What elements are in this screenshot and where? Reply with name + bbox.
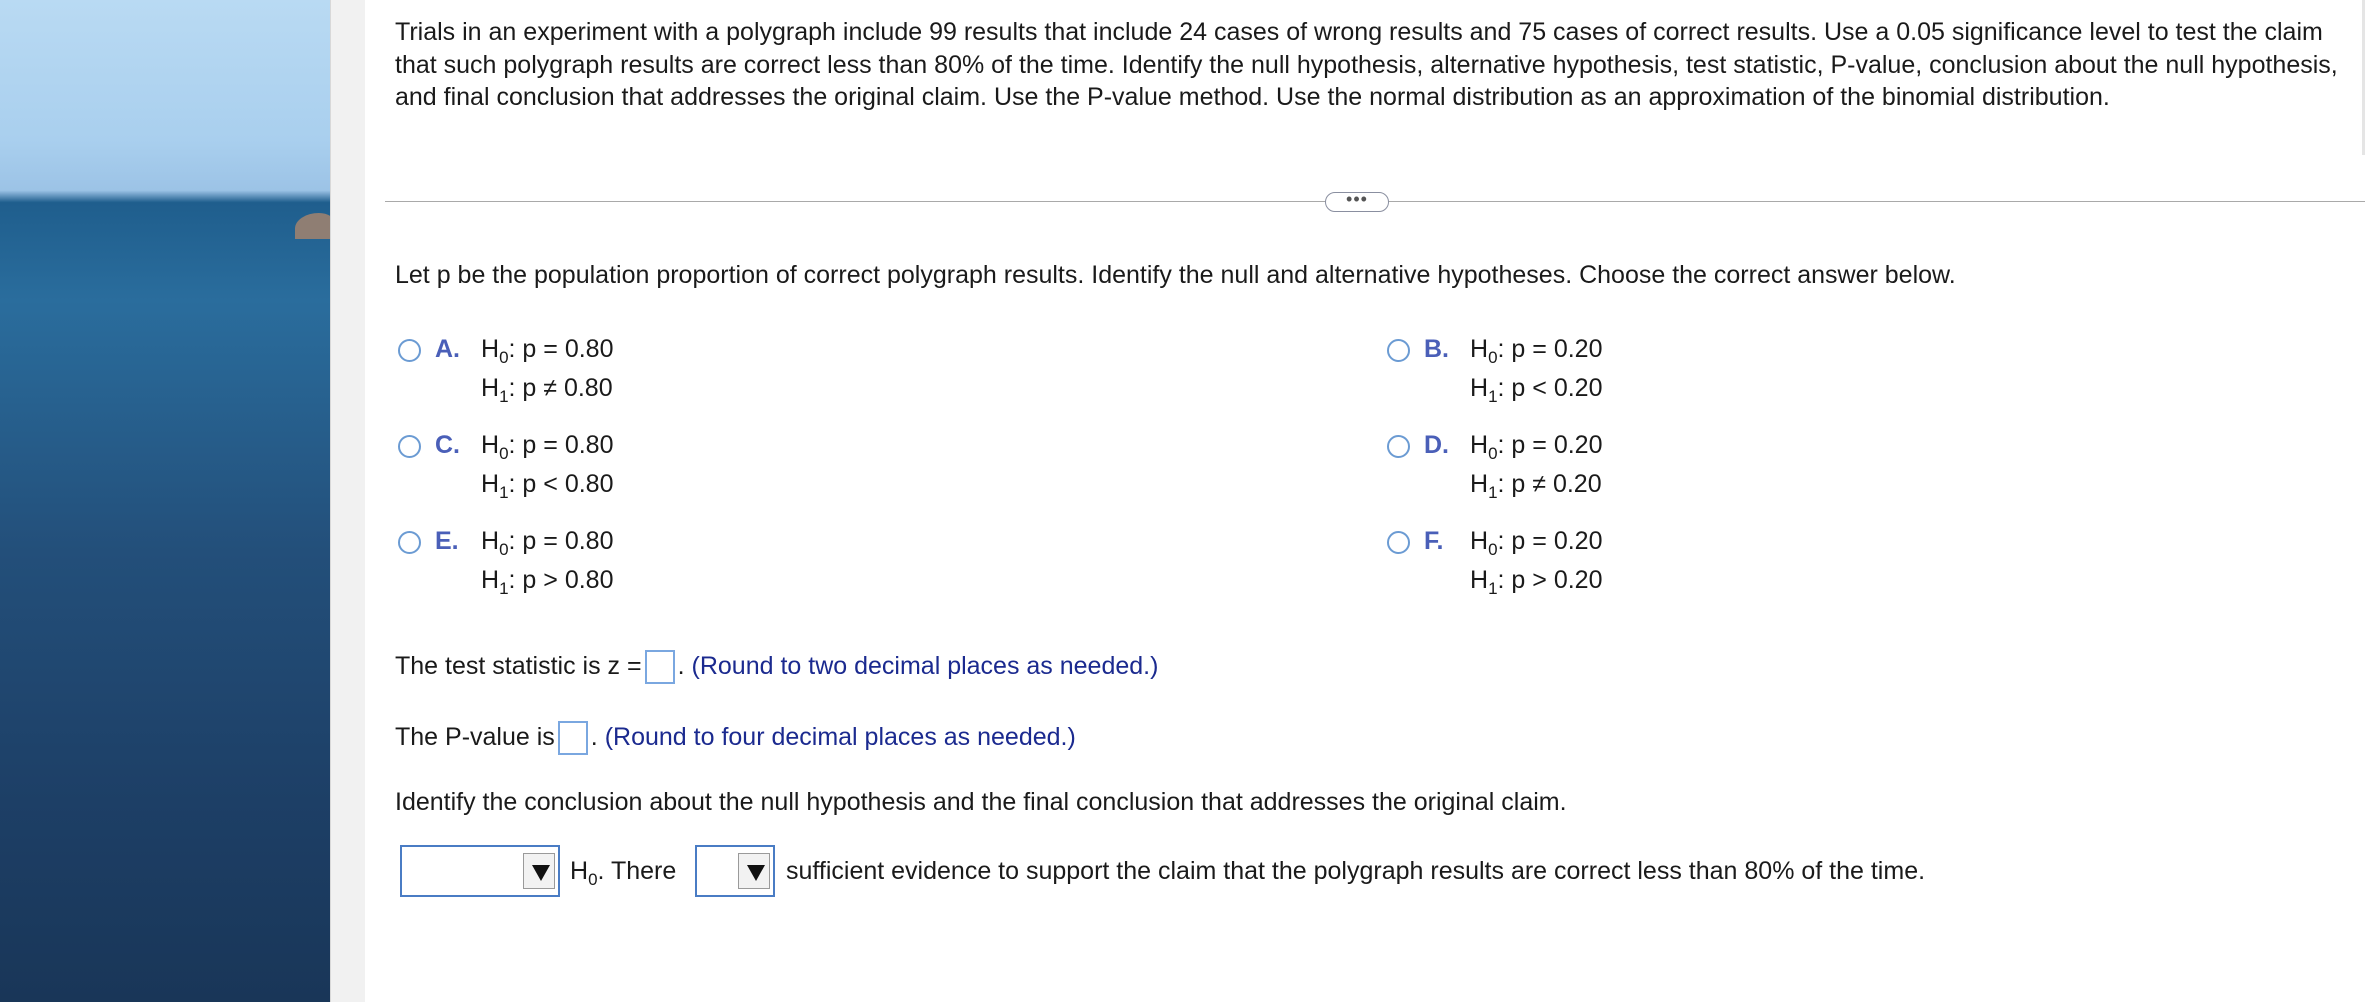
choice-a-letter: A.	[435, 335, 460, 363]
test-statistic-row	[395, 650, 1158, 684]
null-hypothesis-decision-dropdown[interactable]	[400, 845, 560, 897]
p-value-label: The P-value is	[395, 723, 555, 751]
desktop-background	[0, 0, 330, 1002]
show-more-button[interactable]: •••	[1325, 192, 1389, 212]
radio-d[interactable]	[1387, 435, 1410, 458]
test-statistic-hint: (Round to two decimal places as needed.)	[691, 652, 1159, 680]
choice-c-letter: C.	[435, 431, 460, 459]
test-statistic-label: The test statistic is z =	[395, 652, 642, 680]
choice-e-hypotheses: $H_0$: p = 0.80 $H_1$: p > 0.80	[481, 527, 614, 598]
chevron-down-icon[interactable]	[738, 853, 770, 889]
choice-f-hypotheses: $H_0$: p = 0.20 $H_1$: p > 0.20	[1470, 527, 1603, 598]
question-panel	[365, 0, 2365, 1002]
choice-b-letter: B.	[1424, 335, 1449, 363]
choice-e-letter: E.	[435, 527, 459, 555]
p-value-input[interactable]	[558, 721, 588, 755]
choice-d-letter: D.	[1424, 431, 1449, 459]
radio-c[interactable]	[398, 435, 421, 458]
choice-b-hypotheses: $H_0$: p = 0.20 $H_1$: p < 0.20	[1470, 335, 1603, 406]
radio-f[interactable]	[1387, 531, 1410, 554]
p-value-period: .	[590, 723, 598, 751]
test-statistic-input[interactable]	[645, 650, 675, 684]
conclusion-h0-text: $H_0$. There	[570, 857, 677, 889]
chevron-down-icon[interactable]	[523, 853, 555, 889]
p-value-row	[395, 721, 1076, 755]
background-rock	[295, 213, 335, 239]
p-value-hint: (Round to four decimal places as needed.)	[604, 723, 1076, 751]
conclusion-tail-text: sufficient evidence to support the claim that the polygraph results are correct less than 80% of the time.	[786, 857, 1926, 885]
question-text: Trials in an experiment with a polygraph include 99 results that include 24 cases of wrong results and 75 cases of correct results. Use a 0.05 significance level to test the claim that such polygraph results are correct less than 80% of the time. Identify the null hypothesis, alternative hypothesis, test statistic, P-value, conclusion about the null hypothesis, and final conclusion that addresses the original claim. Use the P-value method. Use the normal distribution as an approximation of the binomial distribution.	[395, 18, 2338, 111]
choice-d-hypotheses: $H_0$: p = 0.20 $H_1$: p ≠ 0.20	[1470, 431, 1603, 502]
choice-c-hypotheses: $H_0$: p = 0.80 $H_1$: p < 0.80	[481, 431, 614, 502]
radio-a[interactable]	[398, 339, 421, 362]
choice-f-letter: F.	[1424, 527, 1444, 555]
choice-a-hypotheses: $H_0$: p = 0.80 $H_1$: p ≠ 0.80	[481, 335, 614, 406]
window-gutter	[330, 0, 366, 1002]
radio-e[interactable]	[398, 531, 421, 554]
hypothesis-instruction: Let p be the population proportion of correct polygraph results. Identify the null and alternative hypotheses. Choose the correct answer below.	[395, 261, 1956, 289]
test-statistic-period: .	[677, 652, 685, 680]
evidence-dropdown[interactable]	[695, 845, 775, 897]
radio-b[interactable]	[1387, 339, 1410, 362]
conclusion-instruction: Identify the conclusion about the null hypothesis and the final conclusion that addresses the original claim.	[395, 788, 1567, 816]
